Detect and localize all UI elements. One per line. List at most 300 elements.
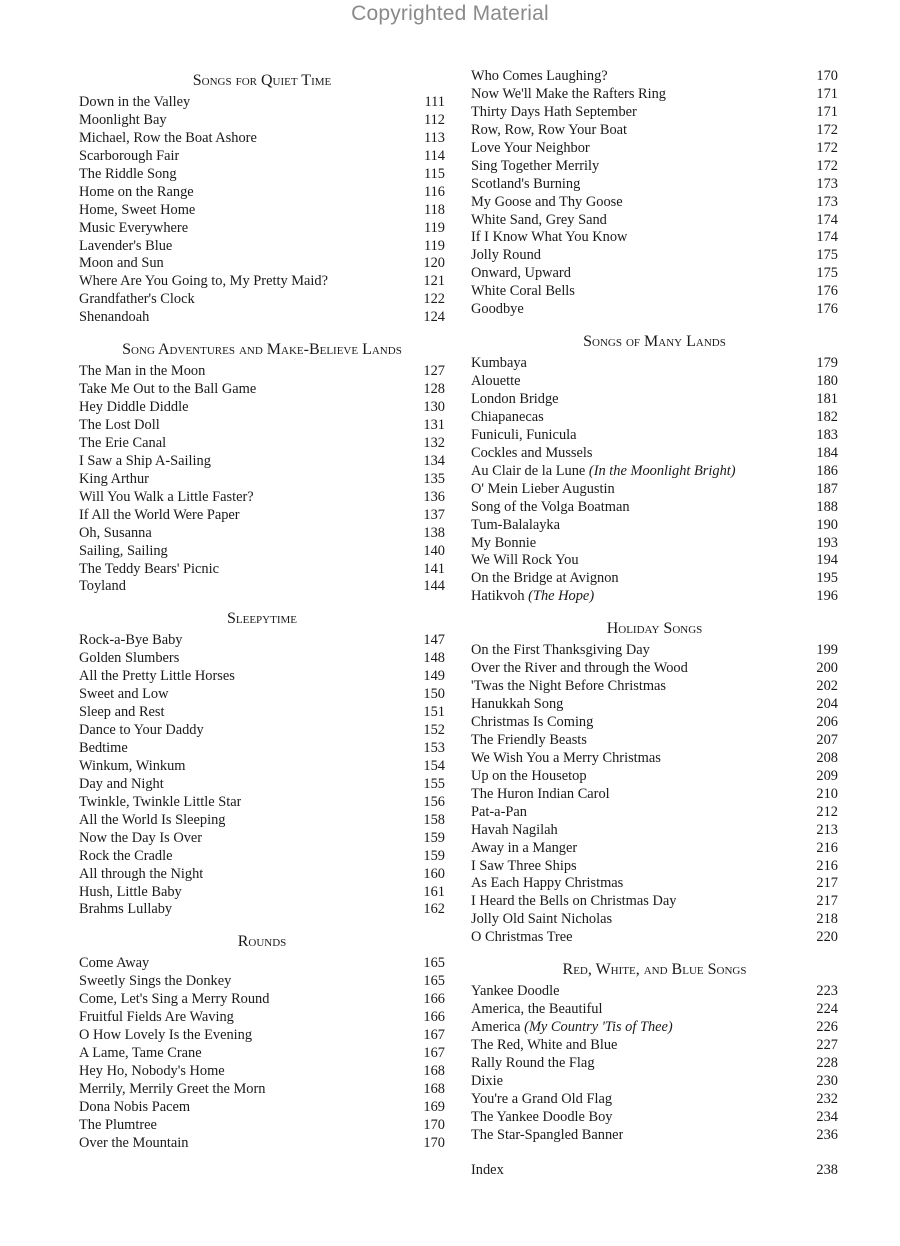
toc-entry (79, 686, 445, 704)
entry-page-number: 199 (816, 642, 838, 659)
toc-entry (79, 471, 445, 489)
entry-page-number: 174 (816, 211, 838, 228)
entry-page-number: 184 (816, 444, 838, 461)
toc-entry (79, 238, 445, 256)
toc-entry (79, 130, 445, 148)
entry-title: Away in a Manger (471, 839, 578, 856)
entry-page-number: 175 (816, 265, 838, 282)
entry-page-number: 167 (423, 1027, 445, 1044)
toc-entry (471, 427, 838, 445)
entry-title: Sing Together Merrily (471, 157, 600, 174)
entry-page-number: 115 (423, 165, 445, 182)
entry-title: As Each Happy Christmas (471, 875, 624, 892)
toc-entry (79, 722, 445, 740)
toc-entry (471, 409, 838, 427)
section-heading: Red, White, and Blue Songs (562, 961, 747, 979)
entry-page-number: 227 (816, 1037, 838, 1053)
entry-title: We Will Rock You (471, 552, 579, 569)
entry-page-number: 204 (816, 696, 838, 713)
entry-page-number: 173 (816, 175, 838, 192)
entry-page-number: 236 (816, 1126, 838, 1143)
toc-entry (79, 453, 445, 471)
section-gap (79, 919, 445, 933)
entry-title: On the First Thanksgiving Day (471, 642, 650, 659)
entry-title: You're a Grand Old Flag (471, 1090, 613, 1107)
toc-entry (471, 929, 838, 947)
toc-entry (79, 291, 445, 309)
entry-page-number: 195 (816, 570, 838, 587)
entry-subtitle: (In the Moonlight Bright) (588, 462, 736, 479)
toc-entry (79, 543, 445, 561)
entry-page-number: 121 (423, 273, 445, 290)
entry-page-number: 167 (423, 1045, 445, 1062)
entry-title: Hanukkah Song (471, 696, 564, 713)
toc-entry (79, 363, 445, 381)
entry-title: Au Clair de la Lune (In the Moonlight Bright) (471, 462, 736, 479)
entry-title: Winkum, Winkum (79, 757, 186, 774)
entry-title: Index (471, 1161, 504, 1178)
entry-page-number: 166 (423, 991, 445, 1008)
entry-page-number: 130 (423, 399, 445, 416)
entry-title: Music Everywhere (79, 219, 189, 236)
entry-title: Grandfather's Clock (79, 291, 195, 308)
toc-entry (471, 301, 838, 319)
toc-entry (471, 552, 838, 570)
entry-page-number: 160 (423, 865, 445, 882)
entry-page-number: 223 (816, 983, 838, 1000)
toc-entry (471, 373, 838, 391)
entry-title: America (My Country 'Tis of Thee) (471, 1019, 673, 1036)
entry-title: The Yankee Doodle Boy (471, 1108, 613, 1125)
toc-entry (471, 858, 838, 876)
section-heading: Holiday Songs (606, 620, 703, 638)
entry-title: Come, Let's Sing a Merry Round (79, 991, 270, 1008)
toc-entry (471, 768, 838, 786)
toc-entry (471, 696, 838, 714)
entry-title: Over the Mountain (79, 1134, 189, 1151)
toc-entry (79, 202, 445, 220)
entry-page-number: 170 (816, 68, 838, 84)
toc-entry (79, 273, 445, 291)
entry-title: Merrily, Merrily Greet the Morn (79, 1080, 266, 1097)
toc-entry (79, 1063, 445, 1081)
entry-title: White Coral Bells (471, 283, 575, 300)
entry-title: Will You Walk a Little Faster? (79, 488, 254, 505)
toc-entry (79, 650, 445, 668)
toc-entry (79, 148, 445, 166)
entry-title: America, the Beautiful (471, 1001, 603, 1018)
entry-title: If I Know What You Know (471, 229, 628, 246)
entry-page-number: 150 (423, 686, 445, 703)
entry-title: Rally Round the Flag (471, 1054, 595, 1071)
entry-title: Moon and Sun (79, 255, 164, 272)
toc-section (471, 961, 838, 1144)
entry-title: Goodbye (471, 301, 524, 318)
toc-entry (79, 184, 445, 202)
entry-title: Who Comes Laughing? (471, 68, 608, 84)
entry-page-number: 119 (423, 237, 445, 254)
toc-entry (79, 1027, 445, 1045)
entry-title: Fruitful Fields Are Waving (79, 1009, 234, 1026)
entry-title: Hush, Little Baby (79, 883, 182, 900)
entry-title: We Wish You a Merry Christmas (471, 749, 661, 766)
toc-entry (79, 1045, 445, 1063)
entry-page-number: 207 (816, 731, 838, 748)
entry-title: Golden Slumbers (79, 650, 180, 667)
entry-title: The Red, White and Blue (471, 1037, 618, 1053)
entry-page-number: 170 (423, 1134, 445, 1151)
entry-page-number: 149 (423, 668, 445, 685)
entry-page-number: 171 (816, 85, 838, 102)
toc-entry (471, 732, 838, 750)
entry-title: I Saw a Ship A-Sailing (79, 452, 211, 469)
entry-page-number: 208 (816, 749, 838, 766)
entry-page-number: 159 (423, 829, 445, 846)
toc-entry (79, 866, 445, 884)
entry-page-number: 216 (816, 839, 838, 856)
entry-title: Hatikvoh (The Hope) (471, 588, 595, 605)
toc-entry (79, 794, 445, 812)
toc-entry (79, 848, 445, 866)
entry-page-number: 141 (423, 560, 445, 577)
entry-title: A Lame, Tame Crane (79, 1045, 202, 1062)
toc-entry (471, 570, 838, 588)
toc-section (79, 933, 445, 1152)
toc-entry (79, 884, 445, 902)
entry-page-number: 200 (816, 660, 838, 677)
toc-entry (79, 417, 445, 435)
entry-page-number: 168 (423, 1080, 445, 1097)
entry-title: Chiapanecas (471, 408, 544, 425)
toc-left-column (79, 68, 445, 1153)
entry-page-number: 159 (423, 847, 445, 864)
entry-page-number: 135 (423, 470, 445, 487)
entry-title: Now We'll Make the Rafters Ring (471, 85, 667, 102)
toc-entry (79, 955, 445, 973)
toc-entry (471, 1019, 838, 1037)
entry-title: Up on the Housetop (471, 767, 587, 784)
entry-page-number: 158 (423, 811, 445, 828)
entry-page-number: 124 (423, 309, 445, 326)
entry-page-number: 172 (816, 121, 838, 138)
toc-entry (471, 678, 838, 696)
toc-entry (471, 804, 838, 822)
entry-page-number: 180 (816, 373, 838, 390)
section-heading: Sleepytime (227, 610, 297, 628)
entry-page-number: 179 (816, 355, 838, 372)
entry-page-number: 161 (423, 883, 445, 900)
entry-page-number: 193 (816, 534, 838, 551)
entry-title: Over the River and through the Wood (471, 660, 688, 677)
entry-page-number: 155 (423, 775, 445, 792)
entry-page-number: 220 (816, 929, 838, 946)
entry-page-number: 165 (423, 955, 445, 972)
toc-entry (471, 86, 838, 104)
section-gap (471, 319, 838, 333)
entry-page-number: 154 (423, 757, 445, 774)
entry-title: On the Bridge at Avignon (471, 570, 619, 587)
toc-entry (79, 1081, 445, 1099)
toc-entry (471, 893, 838, 911)
toc-entry (471, 1127, 838, 1145)
section-gap (79, 596, 445, 610)
entry-page-number: 168 (423, 1063, 445, 1079)
toc-entry (79, 166, 445, 184)
entry-page-number: 224 (816, 1001, 838, 1018)
toc-entry (471, 535, 838, 553)
entry-title: The Erie Canal (79, 434, 167, 451)
entry-title: I Saw Three Ships (471, 857, 577, 874)
entry-page-number: 140 (423, 542, 445, 559)
toc-entry (471, 1037, 838, 1055)
entry-page-number: 181 (816, 391, 838, 407)
toc-entry (471, 68, 838, 86)
entry-title: Now the Day Is Over (79, 829, 203, 846)
entry-title: The Huron Indian Carol (471, 785, 610, 802)
entry-title: Down in the Valley (79, 94, 191, 110)
toc-entry (471, 1055, 838, 1073)
entry-page-number: 169 (423, 1098, 445, 1115)
entry-title: Oh, Susanna (79, 524, 152, 541)
entry-title: Michael, Row the Boat Ashore (79, 129, 257, 146)
entry-title: All the Pretty Little Horses (79, 668, 235, 685)
entry-title: Day and Night (79, 775, 164, 792)
entry-page-number: 206 (816, 714, 838, 730)
entry-page-number: 182 (816, 408, 838, 425)
toc-entry (79, 1117, 445, 1135)
section-gap (79, 327, 445, 341)
toc-right-column (471, 68, 838, 1180)
toc-entry (79, 776, 445, 794)
entry-title: Lavender's Blue (79, 237, 173, 254)
entry-title: White Sand, Grey Sand (471, 211, 607, 228)
toc-entry (471, 983, 838, 1001)
entry-title: Tum-Balalayka (471, 516, 560, 533)
entry-page-number: 112 (423, 111, 445, 128)
entry-title: O' Mein Lieber Augustin (471, 480, 615, 497)
toc-entry (471, 588, 838, 606)
toc-entry (79, 632, 445, 650)
toc-entry (79, 1099, 445, 1117)
entry-title: Cockles and Mussels (471, 444, 593, 461)
toc-entry (79, 758, 445, 776)
toc-entry (471, 104, 838, 122)
entry-title: Jolly Old Saint Nicholas (471, 911, 613, 928)
entry-page-number: 136 (423, 488, 445, 505)
entry-title: The Lost Doll (79, 417, 160, 433)
entry-title: Love Your Neighbor (471, 139, 590, 156)
entry-page-number: 232 (816, 1090, 838, 1107)
entry-title: Sleep and Rest (79, 704, 165, 721)
toc-entry (471, 642, 838, 660)
toc-entry (471, 229, 838, 247)
entry-page-number: 148 (423, 650, 445, 667)
entry-page-number: 190 (816, 516, 838, 533)
toc-entry (79, 991, 445, 1009)
toc-entry (471, 1109, 838, 1127)
toc-entry (471, 1073, 838, 1091)
entry-page-number: 194 (816, 552, 838, 569)
section-heading: Rounds (237, 933, 287, 951)
entry-page-number: 147 (423, 632, 445, 649)
entry-title: London Bridge (471, 391, 559, 407)
entry-title: The Teddy Bears' Picnic (79, 560, 219, 577)
entry-subtitle: (My Country 'Tis of Thee) (524, 1019, 673, 1036)
toc-entry (471, 463, 838, 481)
toc-entry (79, 830, 445, 848)
entry-title: Moonlight Bay (79, 111, 167, 128)
entry-page-number: 234 (816, 1108, 838, 1125)
entry-page-number: 210 (816, 785, 838, 802)
entry-page-number: 120 (423, 255, 445, 272)
section-gap (471, 606, 838, 620)
entry-page-number: 132 (423, 434, 445, 451)
toc-entry (471, 517, 838, 535)
entry-title: Thirty Days Hath September (471, 103, 637, 120)
entry-page-number: 187 (816, 480, 838, 497)
entry-title: Kumbaya (471, 355, 527, 372)
entry-title: Onward, Upward (471, 265, 571, 282)
entry-page-number: 188 (816, 498, 838, 515)
entry-title: I Heard the Bells on Christmas Day (471, 893, 677, 910)
toc-entry (79, 381, 445, 399)
toc-entry (471, 786, 838, 804)
toc-entry (79, 220, 445, 238)
entry-title: Pat-a-Pan (471, 803, 527, 820)
toc-entry (79, 901, 445, 919)
entry-page-number: 118 (423, 201, 445, 218)
entry-page-number: 230 (816, 1072, 838, 1089)
entry-page-number: 152 (423, 722, 445, 739)
entry-title: Alouette (471, 373, 521, 390)
entry-page-number: 119 (423, 219, 445, 236)
entry-page-number: 165 (423, 973, 445, 990)
entry-title: King Arthur (79, 470, 149, 487)
toc-entry (79, 1135, 445, 1153)
entry-page-number: 134 (423, 452, 445, 469)
entry-page-number: 128 (423, 381, 445, 398)
entry-page-number: 218 (816, 911, 838, 928)
entry-title: Rock the Cradle (79, 847, 173, 864)
entry-page-number: 217 (816, 893, 838, 910)
entry-page-number: 172 (816, 139, 838, 156)
entry-title: 'Twas the Night Before Christmas (471, 678, 667, 695)
toc-section (79, 341, 445, 596)
entry-title: Rock-a-Bye Baby (79, 632, 183, 649)
entry-page-number: 144 (423, 578, 445, 595)
entry-page-number: 216 (816, 857, 838, 874)
toc-entry (471, 481, 838, 499)
entry-page-number: 114 (423, 147, 445, 164)
entry-page-number: 213 (816, 821, 838, 838)
entry-title: Sweet and Low (79, 686, 169, 703)
entry-title: Sweetly Sings the Donkey (79, 973, 232, 990)
entry-page-number: 137 (423, 506, 445, 523)
section-heading: Songs of Many Lands (583, 333, 726, 351)
entry-page-number: 122 (423, 291, 445, 308)
entry-page-number: 202 (816, 678, 838, 695)
toc-entry (79, 812, 445, 830)
entry-title: Home, Sweet Home (79, 201, 196, 218)
toc-entry (471, 122, 838, 140)
entry-page-number: 176 (816, 283, 838, 300)
toc-entry (79, 399, 445, 417)
toc-entry (471, 840, 838, 858)
toc-entry (471, 176, 838, 194)
toc-entry (79, 309, 445, 327)
toc-entry (471, 445, 838, 463)
entry-title: Hey Ho, Nobody's Home (79, 1063, 225, 1079)
toc-entry (79, 561, 445, 579)
toc-section (471, 333, 838, 606)
section-heading: Songs for Quiet Time (192, 72, 332, 89)
entry-page-number: 238 (816, 1161, 838, 1178)
toc-entry (79, 435, 445, 453)
entry-page-number: 116 (423, 183, 445, 200)
toc-entry (471, 158, 838, 176)
toc-entry (471, 247, 838, 265)
entry-page-number: 138 (423, 524, 445, 541)
toc-entry (471, 911, 838, 929)
entry-page-number: 174 (816, 229, 838, 246)
entry-title: The Star-Spangled Banner (471, 1126, 624, 1143)
entry-title: Brahms Lullaby (79, 901, 173, 918)
entry-page-number: 156 (423, 793, 445, 810)
toc-section (79, 610, 445, 919)
entry-page-number: 127 (423, 363, 445, 380)
toc-entry (471, 265, 838, 283)
entry-title: All the World Is Sleeping (79, 811, 226, 828)
entry-title: Funiculi, Funicula (471, 426, 577, 443)
entry-page-number: 166 (423, 1009, 445, 1026)
entry-page-number: 176 (816, 301, 838, 318)
entry-title: Jolly Round (471, 247, 541, 264)
toc-entry (471, 212, 838, 230)
entry-title: Sailing, Sailing (79, 542, 168, 559)
entry-title: All through the Night (79, 865, 204, 882)
entry-title: Yankee Doodle (471, 983, 560, 1000)
entry-title: Scotland's Burning (471, 175, 581, 192)
entry-title: Christmas Is Coming (471, 714, 594, 730)
entry-page-number: 171 (816, 103, 838, 120)
entry-title: Twinkle, Twinkle Little Star (79, 793, 242, 810)
toc-entry (79, 668, 445, 686)
entry-title: O How Lovely Is the Evening (79, 1027, 253, 1044)
entry-page-number: 111 (424, 94, 445, 110)
section-heading: Song Adventures and Make-Believe Lands (122, 341, 402, 359)
entry-title: O Christmas Tree (471, 929, 573, 946)
toc-entry (79, 525, 445, 543)
toc-entry (471, 714, 838, 732)
entry-page-number: 173 (816, 193, 838, 210)
entry-page-number: 153 (423, 740, 445, 756)
toc-entry (79, 578, 445, 596)
entry-page-number: 175 (816, 247, 838, 264)
toc-entry (79, 255, 445, 273)
entry-title: Scarborough Fair (79, 147, 180, 164)
entry-page-number: 113 (423, 129, 445, 146)
entry-title: Bedtime (79, 740, 128, 756)
toc-entry (79, 489, 445, 507)
entry-title: Home on the Range (79, 183, 194, 200)
entry-page-number: 183 (816, 426, 838, 443)
toc-entry (79, 704, 445, 722)
watermark: Copyrighted Material (351, 2, 549, 25)
toc-entry (79, 112, 445, 130)
toc-entry (471, 875, 838, 893)
entry-title: If All the World Were Paper (79, 506, 240, 523)
toc-entry (471, 822, 838, 840)
